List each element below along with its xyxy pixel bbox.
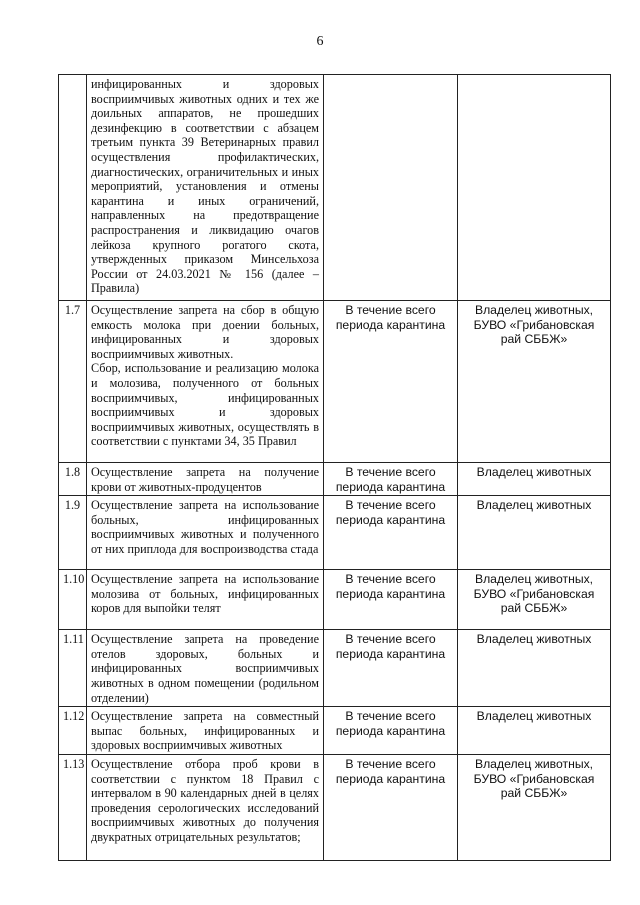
description-paragraph: Осуществление запрета на получение крови от животных-продуцентов [91,465,319,494]
table-row [59,463,611,496]
description-paragraph: инфицированных и здоровых восприимчивых животных одних и тех же доильных аппаратов, не прошедших дезинфекцию в соответствии с абзацем третьим пункта 39 Ветеринарных правил осуществления профилактических, диагностических, ограничительных и иных мероприятий, установления и отмены карантина и иных ограничений, направленных на предотвращение распространения и ликвидацию очагов лейкоза крупного рогатого скота, утвержденных приказом Минсельхоза России от 24.03.2021 № 156 (далее – Правила) [91,77,319,296]
row-responsible: Владелец животных [458,630,611,707]
description-paragraph: Сбор, использование и реализацию молока и молозива, полученного от больных восприимчивых, инфицированных восприимчивых и здоровых восприимчивых животных, осуществлять в соответствии с пунктами 34, 35 Правил [91,361,319,449]
page-number: 6 [316,34,324,49]
row-description [87,463,324,496]
row-description [87,707,324,755]
table-row [59,496,611,570]
row-number [59,75,87,301]
row-description [87,570,324,630]
row-number: 1.9 [59,496,87,570]
row-responsible: Владелец животных, БУВО «Грибановская рай СББЖ» [458,754,611,860]
row-number: 1.11 [59,630,87,707]
row-number: 1.7 [59,301,87,463]
row-number: 1.8 [59,463,87,496]
description-paragraph: Осуществление запрета на совместный выпас больных, инфицированных и здоровых восприимчивых животных [91,709,319,753]
description-paragraph: Осуществление запрета на использование молозива от больных, инфицированных коров для выпойки телят [91,572,319,616]
row-number: 1.12 [59,707,87,755]
table-row [59,570,611,630]
row-number: 1.13 [59,754,87,860]
table-row [59,75,611,301]
row-term: В течение всего периода карантина [324,707,458,755]
description-paragraph: Осуществление запрета на сбор в общую емкость молока при доении больных, инфицированных и здоровых восприимчивых животных. [91,303,319,361]
table-row [59,630,611,707]
row-description [87,301,324,463]
table-row [59,754,611,860]
description-paragraph: Осуществление запрета на использование больных, инфицированных восприимчивых животных и полученного от них приплода для воспроизводства стада [91,498,319,556]
row-description [87,754,324,860]
row-description [87,630,324,707]
row-term: В течение всего периода карантина [324,570,458,630]
table-row [59,707,611,755]
row-description [87,496,324,570]
description-paragraph: Осуществление отбора проб крови в соответствии с пунктом 18 Правил с интервалом в 90 календарных дней в целях проведения серологических исследований восприимчивых животных до получения двукратных отрицательных результатов; [91,756,319,844]
measures-table [58,74,611,861]
row-number: 1.10 [59,570,87,630]
table-row [59,301,611,463]
row-description [87,75,324,301]
row-responsible: Владелец животных [458,463,611,496]
row-responsible [458,75,611,301]
row-term: В течение всего периода карантина [324,496,458,570]
row-term [324,75,458,301]
row-term: В течение всего периода карантина [324,463,458,496]
description-paragraph: Осуществление запрета на проведение отелов здоровых, больных и инфицированных восприимчивых животных в одном помещении (родильном отделении) [91,632,319,705]
row-term: В течение всего периода карантина [324,301,458,463]
row-term: В течение всего периода карантина [324,754,458,860]
row-responsible: Владелец животных [458,707,611,755]
row-responsible: Владелец животных, БУВО «Грибановская рай СББЖ» [458,570,611,630]
row-responsible: Владелец животных, БУВО «Грибановская рай СББЖ» [458,301,611,463]
row-responsible: Владелец животных [458,496,611,570]
row-term: В течение всего периода карантина [324,630,458,707]
